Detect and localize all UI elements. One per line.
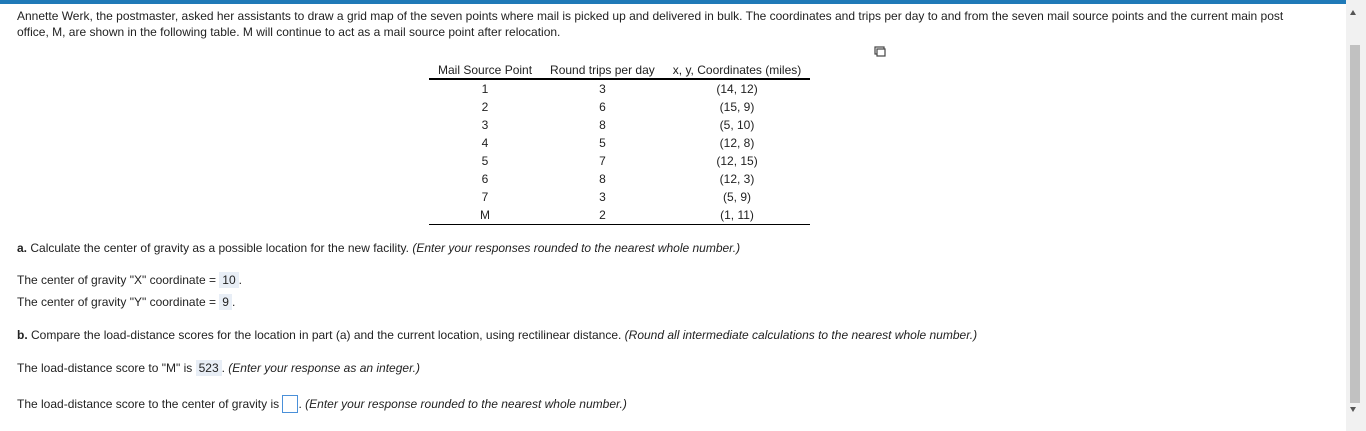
part-b-hint: (Round all intermediate calculations to the nearest whole number.) (624, 328, 978, 342)
scroll-up-arrow-icon[interactable] (1350, 10, 1356, 15)
cell-trips: 6 (599, 100, 606, 114)
cell-coords: (1, 11) (664, 206, 810, 225)
cell-point: M (429, 206, 541, 225)
table-row (429, 116, 810, 134)
cell-trips: 3 (599, 82, 606, 96)
table-row (429, 152, 810, 170)
cell-point: 3 (481, 118, 489, 132)
part-b-text: Compare the load-distance scores for the location in part (a) and the current location, using rectilinear distance. (27, 328, 625, 342)
load-distance-cog-suffix: . (298, 397, 306, 411)
table-header-row (429, 62, 810, 79)
cell-trips: 7 (599, 154, 606, 168)
cell-trips: 8 (599, 118, 606, 132)
cell-coords: (15, 9) (719, 100, 755, 114)
cell-point: 5 (481, 154, 489, 168)
load-distance-cog-label: The load-distance score to the center of gravity is (17, 397, 283, 411)
problem-content (17, 8, 1312, 40)
scrollbar-thumb[interactable] (1350, 45, 1360, 403)
load-distance-m-answer[interactable]: 523 (196, 360, 222, 376)
table-row (429, 188, 810, 206)
cog-y-answer[interactable]: 9 (219, 294, 232, 310)
cog-x-suffix: . (238, 273, 242, 287)
load-distance-cog-hint: (Enter your response rounded to the nearest whole number.) (305, 397, 627, 411)
cell-coords: (12, 15) (716, 154, 758, 168)
header-mail-source-point: Mail Source Point (429, 62, 541, 79)
cell-trips: 2 (541, 206, 664, 225)
load-distance-cog-input[interactable] (282, 395, 298, 413)
table-row (429, 134, 810, 152)
table-row (429, 98, 810, 116)
cell-point: 2 (481, 100, 489, 114)
part-a-question (17, 241, 740, 255)
load-distance-m-line (17, 360, 420, 376)
problem-intro: Annette Werk, the postmaster, asked her assistants to draw a grid map of the seven points where mail is picked up and delivered in bulk. The coordinates and trips per day to and from the seven mail source points and the current main post office, M, are shown in the following table. M will continue to act as a mail source point after relocation. (17, 9, 1284, 39)
part-a-label: a. (17, 241, 28, 255)
cell-point: 6 (481, 172, 489, 186)
top-accent-bar (0, 0, 1366, 4)
part-a-text: Calculate the center of gravity as a possible location for the new facility. (27, 241, 413, 255)
header-round-trips: Round trips per day (541, 62, 664, 79)
table-row (429, 79, 810, 98)
mail-source-table (429, 62, 810, 225)
cell-point: 1 (481, 82, 489, 96)
cell-point: 4 (481, 136, 489, 150)
cell-coords: (12, 3) (719, 172, 755, 186)
cell-coords: (5, 9) (723, 190, 752, 204)
cog-y-line (17, 294, 235, 310)
load-distance-m-suffix: . (221, 361, 229, 375)
load-distance-m-hint: (Enter your response as an integer.) (228, 361, 420, 375)
part-b-label: b. (17, 328, 28, 342)
cog-y-label: The center of gravity "Y" coordinate = (17, 295, 220, 309)
header-coordinates: x, y, Coordinates (miles) (664, 62, 810, 79)
cell-point: 7 (481, 190, 489, 204)
copy-table-icon[interactable] (874, 46, 886, 58)
load-distance-cog-line (17, 395, 627, 413)
part-b-question (17, 328, 977, 342)
cell-coords: (12, 8) (719, 136, 755, 150)
load-distance-m-label: The load-distance score to "M" is (17, 361, 196, 375)
vertical-scrollbar[interactable] (1346, 0, 1366, 431)
cell-coords: (14, 12) (716, 82, 758, 96)
table-row (429, 206, 810, 225)
table-row (429, 170, 810, 188)
cell-trips: 8 (599, 172, 606, 186)
cog-y-suffix: . (231, 295, 236, 309)
part-a-hint: (Enter your responses rounded to the nearest whole number.) (412, 241, 741, 255)
cog-x-answer[interactable]: 10 (219, 272, 238, 288)
cog-x-label: The center of gravity "X" coordinate = (17, 273, 220, 287)
cell-trips: 5 (599, 136, 606, 150)
cog-x-line (17, 272, 242, 288)
cell-coords: (5, 10) (719, 118, 755, 132)
scroll-down-arrow-icon[interactable] (1350, 407, 1356, 412)
cell-trips: 3 (599, 190, 606, 204)
